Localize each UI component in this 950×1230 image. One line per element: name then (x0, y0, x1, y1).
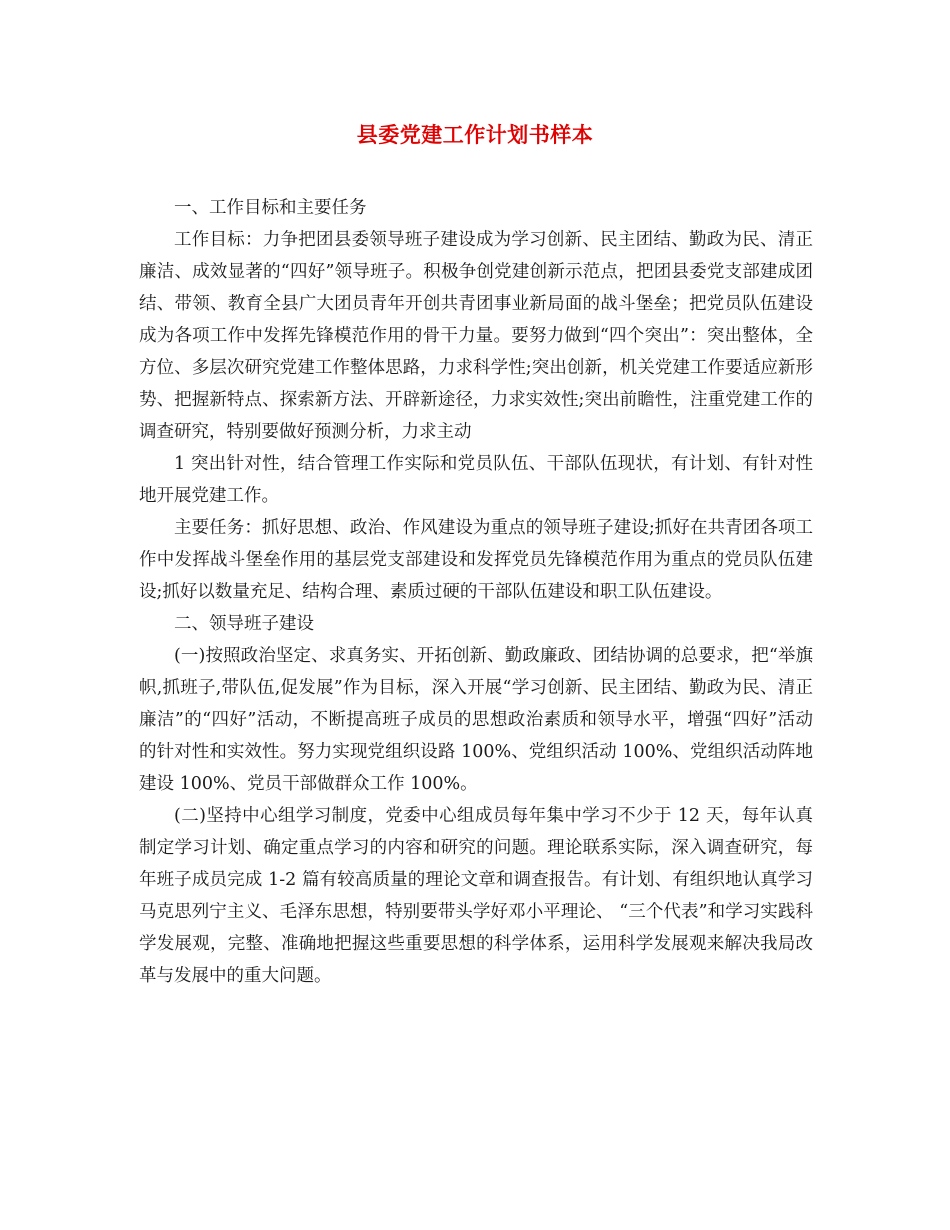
paragraph-main-tasks: 主要任务：抓好思想、政治、作风建设为重点的领导班子建设;抓好在共青团各项工作中发挥战斗堡垒作用的基层党支部建设和发挥党员先锋模范作用为重点的党员队伍建设;抓好以数量充足、结构合理、素质过硬的干部队伍建设和职工队伍建设。 (139, 518, 813, 602)
section-heading-goals: 一、工作目标和主要任务 (174, 198, 367, 218)
section-heading-leadership: 二、领导班子建设 (174, 614, 314, 634)
paragraph-targeted: 1 突出针对性，结合管理工作实际和党员队伍、干部队伍现状，有计划、有针对性地开展党建工作。 (139, 454, 813, 506)
document-title: 县委党建工作计划书样本 (356, 122, 594, 147)
paragraph-item-1: (一)按照政治坚定、求真务实、开拓创新、勤政廉政、团结协调的总要求，把“举旗帜,抓班子,带队伍,促发展”作为目标，深入开展“学习创新、民主团结、勤政为民、清正廉洁”的“四好”活动，不断提高班子成员的思想政治素质和领导水平，增强“四好”活动的针对性和实效性。努力实现党组织设路 100%、党组织活动 100%、党组织活动阵地建设 100%、党员干部做群众工作 100%。 (139, 646, 813, 794)
paragraph-work-goals: 工作目标：力争把团县委领导班子建设成为学习创新、民主团结、勤政为民、清正廉洁、成效显著的“四好”领导班子。积极争创党建创新示范点，把团县委党支部建成团结、带领、教育全县广大团员青年开创共青团事业新局面的战斗堡垒；把党员队伍建设成为各项工作中发挥先锋模范作用的骨干力量。要努力做到“四个突出”：突出整体，全方位、多层次研究党建工作整体思路，力求科学性;突出创新，机关党建工作要适应新形势、把握新特点、探索新方法、开辟新途径，力求实效性;突出前瞻性，注重党建工作的调查研究，特别要做好预测分析，力求主动 (139, 230, 813, 442)
paragraph-item-2: (二)坚持中心组学习制度，党委中心组成员每年集中学习不少于 12 天，每年认真制定学习计划、确定重点学习的内容和研究的问题。理论联系实际，深入调查研究，每年班子成员完成 1-2 篇有较高质量的理论文章和调查报告。有计划、有组织地认真学习马克思列宁主义、毛泽东思想，特别要带头学好邓小平理论、 “三个代表”和学习实践科学发展观，完整、准确地把握这些重要思想的科学体系，运用科学发展观来解决我局改革与发展中的重大问题。 (139, 806, 813, 986)
document-body (139, 192, 813, 992)
